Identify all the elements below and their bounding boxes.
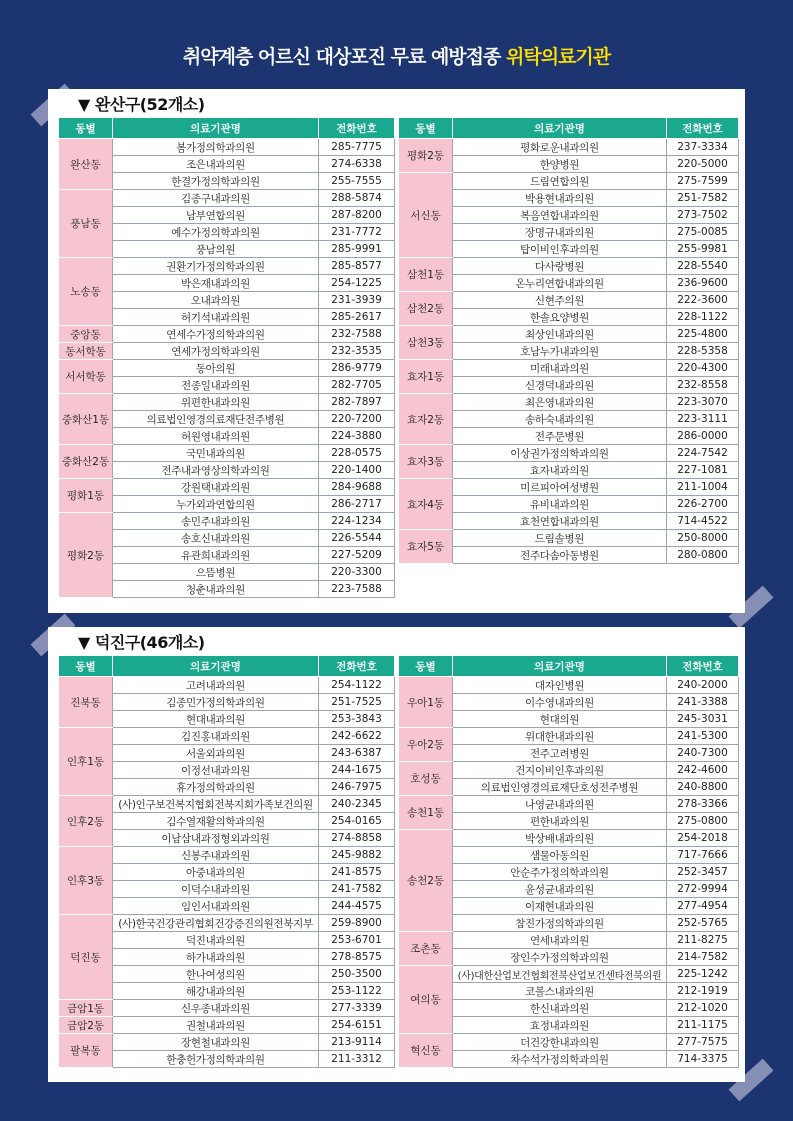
phone-cell: 241-5300 [667,728,739,745]
section-title: ▼ 완산구(52개소) [78,95,205,114]
table-row [59,394,395,411]
clinic-name-cell: 송민주내과의원 [113,513,319,530]
phone-cell: 282-7705 [319,377,395,394]
table-row [59,258,395,275]
phone-cell: 212-1020 [667,1000,739,1017]
table-row [399,139,739,156]
dong-cell: 삼천3동 [399,326,453,360]
phone-cell: 227-1081 [667,462,739,479]
phone-cell: 228-0575 [319,445,395,462]
dong-cell: 효자1동 [399,360,453,394]
clinic-name-cell: 김종민가정의학과의원 [113,694,319,711]
clinic-name-cell: 한충헌가정의학과의원 [113,1051,319,1068]
dong-cell: 풍남동 [59,190,113,258]
phone-cell: 245-9882 [319,847,395,864]
phone-cell: 714-3375 [667,1051,739,1068]
dong-cell: 송천1동 [399,796,453,830]
dong-cell: 효자4동 [399,479,453,530]
clinic-name-cell: 미르피아여성병원 [453,479,667,496]
clinic-name-cell: 이재현내과의원 [453,898,667,915]
phone-cell: 223-7588 [319,581,395,598]
phone-cell: 240-7300 [667,745,739,762]
clinic-table [58,117,395,598]
clinic-name-cell: 장인수가정의학과의원 [453,949,667,966]
phone-cell: 286-2717 [319,496,395,513]
dong-cell: 중앙동 [59,326,113,343]
phone-cell: 220-5000 [667,156,739,173]
phone-cell: 280-0800 [667,547,739,564]
phone-cell: 240-8800 [667,779,739,796]
clinic-name-cell: 코볼스내과의원 [453,983,667,1000]
clinic-name-cell: 위편한내과의원 [113,394,319,411]
header-name: 의료기관명 [113,656,319,677]
clinic-name-cell: 허원영내과의원 [113,428,319,445]
table-row [59,677,395,694]
dong-cell: 인후1동 [59,728,113,796]
dong-cell: 금암2동 [59,1017,113,1034]
clinic-name-cell: 편한내과의원 [453,813,667,830]
clinic-name-cell: 전주다솜아동병원 [453,547,667,564]
phone-cell: 220-3300 [319,564,395,581]
dong-cell: 우아1동 [399,677,453,728]
clinic-name-cell: 한나여성의원 [113,966,319,983]
phone-cell: 224-1234 [319,513,395,530]
clinic-name-cell: 현대의원 [453,711,667,728]
dong-cell: 조촌동 [399,932,453,966]
phone-cell: 254-6151 [319,1017,395,1034]
table-row [59,1017,395,1034]
phone-cell: 282-7897 [319,394,395,411]
table-row [399,173,739,190]
table-row [399,677,739,694]
dong-cell: 송천2동 [399,830,453,932]
table-row [399,830,739,847]
section-wansan [48,89,745,613]
clinic-name-cell: 조은내과의원 [113,156,319,173]
table-row [59,326,395,343]
clinic-name-cell: 이상권가정의학과의원 [453,445,667,462]
phone-cell: 228-5540 [667,258,739,275]
section-deokjin [48,627,745,1082]
clinic-name-cell: 다사랑병원 [453,258,667,275]
phone-cell: 714-4522 [667,513,739,530]
phone-cell: 224-7542 [667,445,739,462]
clinic-name-cell: 유관희내과의원 [113,547,319,564]
clinic-name-cell: 봄가정의학과의원 [113,139,319,156]
clinic-name-cell: 허기석내과의원 [113,309,319,326]
phone-cell: 228-1122 [667,309,739,326]
phone-cell: 275-0800 [667,813,739,830]
clinic-table [398,655,739,1068]
clinic-name-cell: 서울외과의원 [113,745,319,762]
phone-cell: 254-1122 [319,677,395,694]
phone-cell: 211-1004 [667,479,739,496]
clinic-name-cell: 대자인병원 [453,677,667,694]
page-title: 취약계층 어르신 대상포진 무료 예방접종 위탁의료기관 [182,46,611,68]
phone-cell: 275-7599 [667,173,739,190]
clinic-name-cell: 오내과의원 [113,292,319,309]
phone-cell: 274-6338 [319,156,395,173]
phone-cell: 232-7588 [319,326,395,343]
table-row [399,728,739,745]
clinic-name-cell: 김종구내과의원 [113,190,319,207]
header-name: 의료기관명 [113,118,319,139]
header-dong: 동별 [59,118,113,139]
clinic-name-cell: 연세내과의원 [453,932,667,949]
table-row [59,796,395,813]
table-row [59,139,395,156]
phone-cell: 251-7582 [667,190,739,207]
dong-cell: 평화2동 [59,513,113,598]
dong-cell: 인후2동 [59,796,113,847]
phone-cell: 220-4300 [667,360,739,377]
header-tel: 전화번호 [319,656,395,677]
phone-cell: 246-7975 [319,779,395,796]
table-row [399,292,739,309]
table-row [399,258,739,275]
phone-cell: 277-7575 [667,1034,739,1051]
phone-cell: 231-7772 [319,224,395,241]
dong-cell: 삼천1동 [399,258,453,292]
header-tel: 전화번호 [319,118,395,139]
phone-cell: 236-9600 [667,275,739,292]
clinic-name-cell: 평화로운내과의원 [453,139,667,156]
header-dong: 동별 [399,118,453,139]
phone-cell: 288-5874 [319,190,395,207]
clinic-name-cell: 예수가정의학과의원 [113,224,319,241]
phone-cell: 241-3388 [667,694,739,711]
clinic-name-cell: 미래내과의원 [453,360,667,377]
phone-cell: 251-7525 [319,694,395,711]
phone-cell: 275-0085 [667,224,739,241]
phone-cell: 250-8000 [667,530,739,547]
clinic-name-cell: 샘물아동의원 [453,847,667,864]
phone-cell: 286-0000 [667,428,739,445]
phone-cell: 255-9981 [667,241,739,258]
clinic-name-cell: 최상인내과의원 [453,326,667,343]
clinic-name-cell: 한솔요양병원 [453,309,667,326]
table-row [59,445,395,462]
clinic-name-cell: 이남삼내과정형외과의원 [113,830,319,847]
dong-cell: 동서학동 [59,343,113,360]
phone-cell: 250-3500 [319,966,395,983]
table-row [399,796,739,813]
phone-cell: 259-8900 [319,915,395,932]
phone-cell: 254-1225 [319,275,395,292]
table-row [59,360,395,377]
clinic-name-cell: 김진홍내과의원 [113,728,319,745]
clinic-name-cell: 신봉주내과의원 [113,847,319,864]
phone-cell: 717-7666 [667,847,739,864]
table-row [399,530,739,547]
phone-cell: 287-8200 [319,207,395,224]
phone-cell: 214-7582 [667,949,739,966]
clinic-name-cell: 유비내과의원 [453,496,667,513]
clinic-name-cell: 국민내과의원 [113,445,319,462]
clinic-name-cell: 동아의원 [113,360,319,377]
clinic-name-cell: 전주문병원 [453,428,667,445]
dong-cell: 중화산1동 [59,394,113,445]
table-header-row [399,656,739,677]
dong-cell: 효자2동 [399,394,453,445]
clinic-name-cell: 이덕수내과의원 [113,881,319,898]
table-row [59,728,395,745]
clinic-name-cell: 전종일내과의원 [113,377,319,394]
dong-cell: 완산동 [59,139,113,190]
phone-cell: 253-3843 [319,711,395,728]
dong-cell: 평화1동 [59,479,113,513]
phone-cell: 285-9991 [319,241,395,258]
phone-cell: 237-3334 [667,139,739,156]
dong-cell: 팔복동 [59,1034,113,1068]
clinic-name-cell: 권철내과의원 [113,1017,319,1034]
clinic-name-cell: 현대내과의원 [113,711,319,728]
clinic-name-cell: 한양병원 [453,156,667,173]
phone-cell: 222-3600 [667,292,739,309]
phone-cell: 285-7775 [319,139,395,156]
clinic-name-cell: 윤성균내과의원 [453,881,667,898]
dong-cell: 서서학동 [59,360,113,394]
clinic-name-cell: 으뜸병원 [113,564,319,581]
header-dong: 동별 [399,656,453,677]
clinic-name-cell: 건지이비인후과의원 [453,762,667,779]
table-row [399,360,739,377]
dong-cell: 우아2동 [399,728,453,762]
phone-cell: 211-8275 [667,932,739,949]
phone-cell: 252-3457 [667,864,739,881]
clinic-name-cell: 드림솔병원 [453,530,667,547]
clinic-name-cell: 하가내과의원 [113,949,319,966]
clinic-name-cell: 박은재내과의원 [113,275,319,292]
table-row [59,479,395,496]
phone-cell: 278-3366 [667,796,739,813]
phone-cell: 228-5358 [667,343,739,360]
dong-cell: 효자3동 [399,445,453,479]
clinic-name-cell: 이정선내과의원 [113,762,319,779]
dong-cell: 호성동 [399,762,453,796]
phone-cell: 242-4600 [667,762,739,779]
dong-cell: 중화산2동 [59,445,113,479]
phone-cell: 232-3535 [319,343,395,360]
clinic-table [398,117,739,564]
phone-cell: 284-9688 [319,479,395,496]
dong-cell: 서신동 [399,173,453,258]
clinic-name-cell: 송호신내과의원 [113,530,319,547]
table-row [59,190,395,207]
phone-cell: 211-1175 [667,1017,739,1034]
phone-cell: 254-0165 [319,813,395,830]
clinic-name-cell: 남부연합의원 [113,207,319,224]
table-row [399,445,739,462]
phone-cell: 220-7200 [319,411,395,428]
clinic-name-cell: 덕진내과의원 [113,932,319,949]
clinic-name-cell: 청춘내과의원 [113,581,319,598]
phone-cell: 225-1242 [667,966,739,983]
phone-cell: 274-8858 [319,830,395,847]
phone-cell: 227-5209 [319,547,395,564]
table-header-row [59,656,395,677]
phone-cell: 277-3339 [319,1000,395,1017]
clinic-name-cell: 차수석가정의학과의원 [453,1051,667,1068]
phone-cell: 240-2000 [667,677,739,694]
clinic-name-cell: (사)대한산업보건협회전북산업보건센타전북의원 [453,966,667,983]
clinic-name-cell: 박용현내과의원 [453,190,667,207]
phone-cell: 285-2617 [319,309,395,326]
dong-cell: 여의동 [399,966,453,1034]
table-row [399,326,739,343]
table-row [59,847,395,864]
phone-cell: 223-3070 [667,394,739,411]
clinic-name-cell: 온누리연합내과의원 [453,275,667,292]
phone-cell: 286-9779 [319,360,395,377]
phone-cell: 278-8575 [319,949,395,966]
dong-cell: 삼천2동 [399,292,453,326]
phone-cell: 252-5765 [667,915,739,932]
phone-cell: 244-4575 [319,898,395,915]
table-row [59,915,395,932]
page-title-highlight: 위탁의료기관 [505,46,611,68]
dong-cell: 평화2동 [399,139,453,173]
clinic-table [58,655,395,1068]
phone-cell: 211-3312 [319,1051,395,1068]
table-row [399,394,739,411]
table-header-row [59,118,395,139]
phone-cell: 226-2700 [667,496,739,513]
clinic-name-cell: 풍남의원 [113,241,319,258]
clinic-name-cell: 연세수가정의학과의원 [113,326,319,343]
clinic-name-cell: 신경덕내과의원 [453,377,667,394]
phone-cell: 253-6701 [319,932,395,949]
section-title: ▼ 덕진구(46개소) [78,633,205,652]
clinic-name-cell: 권환기가정의학과의원 [113,258,319,275]
phone-cell: 243-6387 [319,745,395,762]
clinic-name-cell: 호남누가내과의원 [453,343,667,360]
phone-cell: 224-3880 [319,428,395,445]
clinic-name-cell: 김수열재활의학과의원 [113,813,319,830]
phone-cell: 285-8577 [319,258,395,275]
clinic-name-cell: 안순주가정의학과의원 [453,864,667,881]
clinic-name-cell: 의료법인영경의료재단전주병원 [113,411,319,428]
phone-cell: 231-3939 [319,292,395,309]
clinic-name-cell: 더건강한내과의원 [453,1034,667,1051]
dong-cell: 금암1동 [59,1000,113,1017]
phone-cell: 220-1400 [319,462,395,479]
phone-cell: 244-1675 [319,762,395,779]
clinic-name-cell: 임인서내과의원 [113,898,319,915]
header-name: 의료기관명 [453,118,667,139]
clinic-name-cell: 위대한내과의원 [453,728,667,745]
clinic-name-cell: 신현주의원 [453,292,667,309]
clinic-name-cell: 드림연합의원 [453,173,667,190]
clinic-name-cell: 연세가정의학과의원 [113,343,319,360]
clinic-name-cell: 복음연합내과의원 [453,207,667,224]
clinic-name-cell: 아중내과의원 [113,864,319,881]
phone-cell: 225-4800 [667,326,739,343]
header-tel: 전화번호 [667,656,739,677]
clinic-name-cell: 효자내과의원 [453,462,667,479]
table-header-row [399,118,739,139]
header-dong: 동별 [59,656,113,677]
dong-cell: 노송동 [59,258,113,326]
clinic-name-cell: 해강내과의원 [113,983,319,1000]
phone-cell: 273-7502 [667,207,739,224]
table-row [59,1034,395,1051]
header-tel: 전화번호 [667,118,739,139]
phone-cell: 241-7582 [319,881,395,898]
clinic-name-cell: 전주내과영상의학과의원 [113,462,319,479]
clinic-name-cell: 휴가정의학과의원 [113,779,319,796]
clinic-name-cell: 의료법인영경의료재단호성전주병원 [453,779,667,796]
phone-cell: 277-4954 [667,898,739,915]
phone-cell: 212-1919 [667,983,739,1000]
phone-cell: 253-1122 [319,983,395,1000]
clinic-name-cell: 박상배내과의원 [453,830,667,847]
table-row [399,762,739,779]
clinic-name-cell: 장현철내과의원 [113,1034,319,1051]
dong-cell: 인후3동 [59,847,113,915]
clinic-name-cell: 나영균내과의원 [453,796,667,813]
header-name: 의료기관명 [453,656,667,677]
clinic-name-cell: 장명규내과의원 [453,224,667,241]
phone-cell: 232-8558 [667,377,739,394]
clinic-name-cell: (사)한국건강관리협회건강증진의원전북지부 [113,915,319,932]
clinic-name-cell: 참진가정의학과의원 [453,915,667,932]
phone-cell: 213-9114 [319,1034,395,1051]
clinic-name-cell: 고려내과의원 [113,677,319,694]
clinic-name-cell: 송하숙내과의원 [453,411,667,428]
clinic-name-cell: 누가외과연합의원 [113,496,319,513]
table-row [399,479,739,496]
table-row [59,343,395,360]
phone-cell: 255-7555 [319,173,395,190]
phone-cell: 272-9994 [667,881,739,898]
table-row [399,1034,739,1051]
clinic-name-cell: 효정내과의원 [453,1017,667,1034]
phone-cell: 226-5544 [319,530,395,547]
phone-cell: 254-2018 [667,830,739,847]
clinic-name-cell: 전주고려병원 [453,745,667,762]
clinic-name-cell: 신우종내과의원 [113,1000,319,1017]
clinic-name-cell: 효천연합내과의원 [453,513,667,530]
phone-cell: 240-2345 [319,796,395,813]
phone-cell: 223-3111 [667,411,739,428]
clinic-name-cell: 강원택내과의원 [113,479,319,496]
clinic-name-cell: 최은영내과의원 [453,394,667,411]
phone-cell: 242-6622 [319,728,395,745]
clinic-name-cell: 탑이비인후과의원 [453,241,667,258]
table-row [399,932,739,949]
table-row [59,1000,395,1017]
table-row [59,513,395,530]
clinic-name-cell: 이수영내과의원 [453,694,667,711]
clinic-name-cell: 한결가정의학과의원 [113,173,319,190]
clinic-name-cell: (사)인구보건복지협회전북지회가족보건의원 [113,796,319,813]
dong-cell: 혁신동 [399,1034,453,1068]
phone-cell: 241-8575 [319,864,395,881]
dong-cell: 효자5동 [399,530,453,564]
table-row [399,966,739,983]
phone-cell: 245-3031 [667,711,739,728]
dong-cell: 덕진동 [59,915,113,1000]
dong-cell: 진북동 [59,677,113,728]
clinic-name-cell: 한신내과의원 [453,1000,667,1017]
